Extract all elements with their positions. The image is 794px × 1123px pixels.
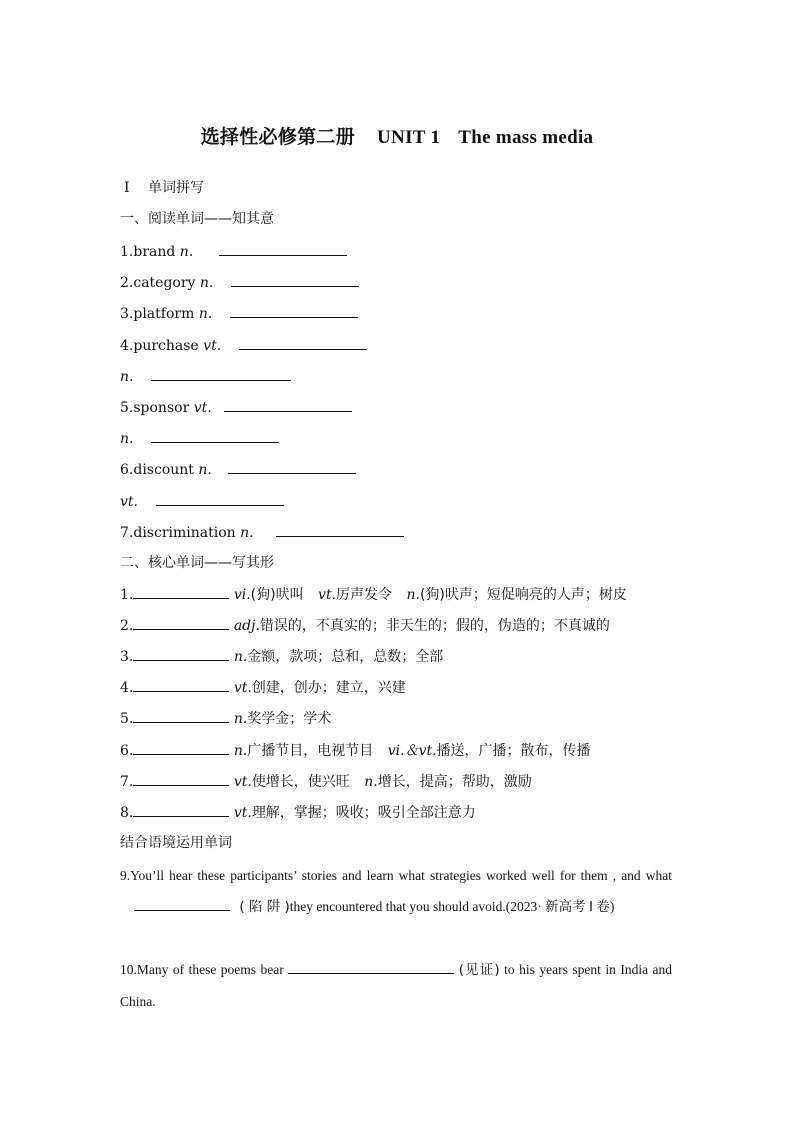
answer-blank[interactable] (133, 615, 229, 630)
item-number: 6. (120, 743, 134, 759)
item-pos: vi.＆vt. (387, 743, 437, 759)
question-text: 9.You’ll hear these participants’ stories and learn what strategies worked well for them , and what (120, 868, 672, 883)
vocab-item (120, 272, 359, 293)
vocab-word: 6.discount (120, 462, 194, 478)
vocab-pos: n. (198, 462, 212, 478)
vocab-item (120, 397, 352, 418)
item-pos: n. (233, 743, 248, 759)
answer-blank[interactable] (230, 303, 358, 318)
item-number: 2. (120, 618, 134, 634)
part1-heading: 一、阅读单词——知其意 (120, 211, 274, 227)
vocab-item (120, 522, 404, 543)
vocab-item (120, 459, 356, 480)
core-word-item (120, 646, 443, 667)
vocab-word: 4.purchase (120, 338, 199, 354)
item-pos: vt. (233, 805, 252, 821)
vocab-item (120, 241, 347, 262)
vocab-word: 2.category (120, 275, 196, 291)
item-pos: n. (233, 649, 248, 665)
answer-blank[interactable] (133, 584, 229, 599)
vocab-item (120, 428, 279, 449)
answer-blank[interactable] (288, 959, 454, 974)
core-word-item (120, 615, 610, 636)
answer-blank[interactable] (239, 335, 367, 350)
vocab-item (120, 303, 358, 324)
answer-blank[interactable] (133, 646, 229, 661)
question-text: 10.Many of these poems bear (120, 962, 284, 977)
vocab-word: 3.platform (120, 306, 195, 322)
vocab-item (120, 335, 367, 356)
part2-heading: 二、核心单词——写其形 (120, 555, 274, 571)
item-meaning: 创建，创办；建立，兴建 (251, 680, 406, 696)
vocab-word: 1.brand (120, 244, 176, 260)
item-pos: vt. (318, 587, 337, 603)
vocab-word: 5.sponsor (120, 400, 190, 416)
answer-blank[interactable] (133, 771, 229, 786)
item-meaning: 播送，广播；散布，传播 (436, 743, 591, 759)
vocab-pos: n. (179, 244, 194, 260)
item-number: 4. (120, 680, 134, 696)
core-word-item (120, 677, 406, 698)
item-pos: vi. (233, 587, 251, 603)
item-pos: n. (364, 774, 378, 790)
title-cn: 选择性必修第二册 (200, 126, 356, 148)
item-number: 3. (120, 649, 134, 665)
answer-blank[interactable] (228, 459, 356, 474)
vocab-pos: vt. (193, 400, 212, 416)
vocab-item (120, 366, 291, 387)
section-number: Ⅰ (124, 180, 130, 196)
item-meaning: 奖学金；学术 (247, 711, 332, 727)
vocab-pos: n. (198, 306, 213, 322)
vocab-pos: n. (120, 431, 134, 447)
item-number: 1. (120, 587, 134, 603)
vocab-pos: n. (120, 369, 134, 385)
vocab-word: 7.discrimination (120, 525, 236, 541)
part3-heading: 结合语境运用单词 (120, 835, 232, 851)
question-hint: (见证) (458, 962, 500, 978)
answer-blank[interactable] (151, 366, 279, 381)
page-title (0, 122, 794, 149)
item-pos: n. (233, 711, 248, 727)
vocab-pos: n. (240, 525, 254, 541)
question-10 (120, 954, 672, 1017)
vocab-pos: n. (199, 275, 214, 291)
answer-blank[interactable] (133, 802, 229, 817)
core-word-item (120, 584, 627, 605)
item-meaning: 广播节目，电视节目 (247, 743, 374, 759)
item-number: 8. (120, 805, 134, 821)
answer-blank[interactable] (133, 677, 229, 692)
question-text: to his years spent in India and China. (120, 962, 673, 1009)
answer-blank[interactable] (133, 740, 229, 755)
question-9 (120, 860, 672, 923)
item-number: 5. (120, 711, 134, 727)
item-pos: adj. (233, 618, 260, 634)
core-word-item (120, 708, 331, 729)
core-word-item (120, 802, 476, 823)
answer-blank[interactable] (231, 272, 359, 287)
item-meaning: 错误的，不真实的；非天生的；假的，伪造的；不真诚的 (259, 618, 610, 634)
vocab-pos: vt. (120, 494, 138, 510)
item-pos: n. (406, 587, 420, 603)
item-pos: vt. (233, 774, 252, 790)
item-meaning: (狗)吠叫 (250, 587, 304, 603)
item-number: 7. (120, 774, 134, 790)
question-hint: ( 陷 阱 ) (239, 899, 290, 915)
item-meaning: 理解，掌握；吸收；吸引全部注意力 (251, 805, 476, 821)
section-label: 单词拼写 (147, 180, 204, 196)
answer-blank-tail (279, 366, 291, 381)
title-unit: UNIT 1 (377, 127, 441, 148)
vocab-pos: vt. (203, 338, 222, 354)
item-meaning: 使增长，使兴旺 (251, 774, 350, 790)
answer-blank[interactable] (134, 896, 230, 911)
core-word-item (120, 740, 591, 761)
answer-blank[interactable] (224, 397, 352, 412)
item-meaning: 厉声发令 (336, 587, 393, 603)
answer-blank[interactable] (151, 428, 279, 443)
answer-blank[interactable] (156, 491, 284, 506)
answer-blank[interactable] (276, 522, 404, 537)
title-topic: The mass media (458, 127, 594, 148)
item-meaning: (狗)吠声；短促响亮的人声；树皮 (419, 587, 627, 603)
vocab-item (120, 491, 284, 512)
section-heading (124, 178, 204, 198)
item-meaning: 增长，提高；帮助，激励 (377, 774, 532, 790)
answer-blank[interactable] (219, 241, 347, 256)
item-pos: vt. (233, 680, 252, 696)
answer-blank[interactable] (133, 708, 229, 723)
question-text: they encountered that you should avoid.(2023· 新高考 Ⅰ 卷) (289, 899, 615, 914)
core-word-item (120, 771, 532, 792)
item-meaning: 金额，款项；总和，总数；全部 (247, 649, 444, 665)
